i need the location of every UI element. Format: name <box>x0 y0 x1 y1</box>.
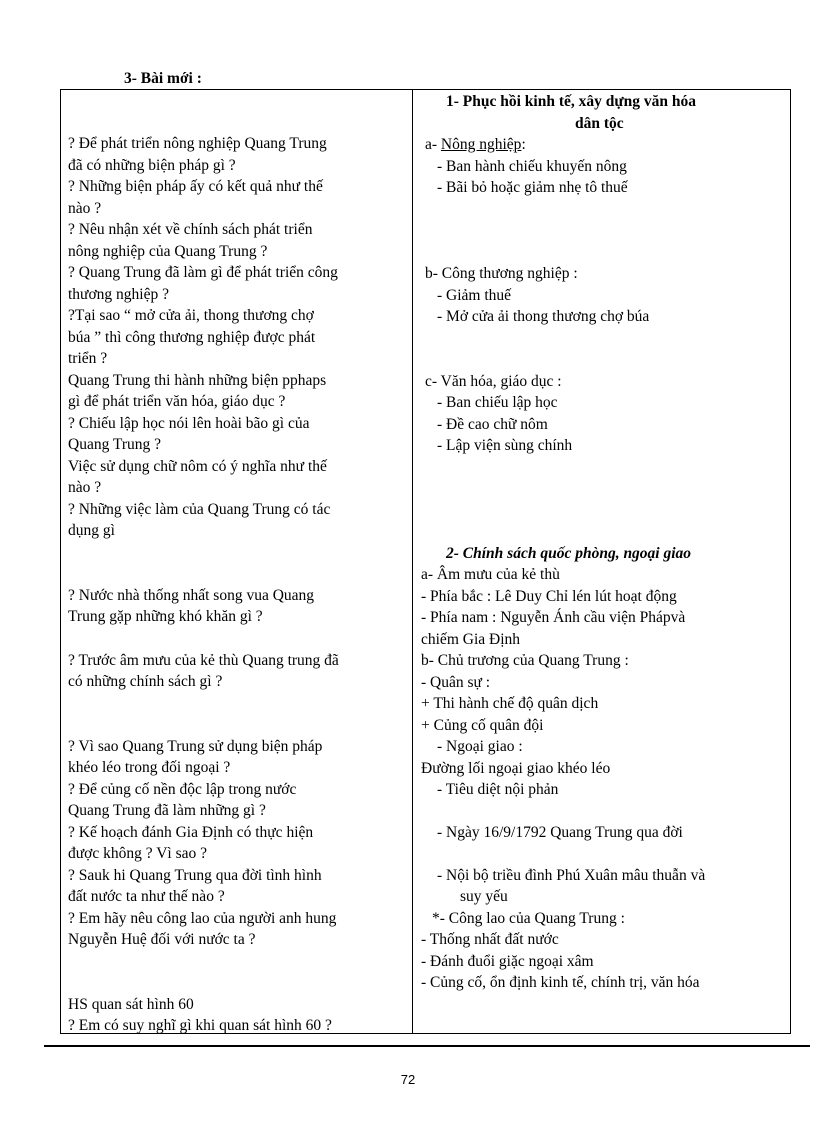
question-line: khéo léo trong đối ngoại ? <box>68 759 231 776</box>
question-line: ? Vì sao Quang Trung sử dụng biện pháp <box>68 738 323 755</box>
subheading-agriculture: a- Nông nghiệp: <box>425 136 526 153</box>
question-line: ? Em có suy nghĩ gì khi quan sát hình 60 ? <box>68 1017 332 1034</box>
question-line: ? Để phát triển nông nghiệp Quang Trung <box>68 135 327 152</box>
question-line: ? Chiếu lập học nói lên hoài bão gì của <box>68 415 310 432</box>
content-line: - Thống nhất đất nước <box>421 931 559 948</box>
content-line: - Mở cửa ải thong thương chợ búa <box>437 308 650 325</box>
question-line: có những chính sách gì ? <box>68 673 223 690</box>
subheading-culture: c- Văn hóa, giáo dục : <box>425 373 562 390</box>
question-line: ? Kế hoạch đánh Gia Định có thực hiện <box>68 824 314 841</box>
content-line: - Ngoại giao : <box>437 738 523 755</box>
content-line: Đường lối ngoại giao khéo léo <box>421 760 611 777</box>
question-line: triển ? <box>68 350 108 367</box>
question-line: ? Những việc làm của Quang Trung có tác <box>68 501 331 518</box>
question-line: Việc sử dụng chữ nôm có ý nghĩa như thế <box>68 458 327 475</box>
question-line: thương nghiệp ? <box>68 286 169 303</box>
question-line: ? Em hãy nêu công lao của người anh hung <box>68 910 337 927</box>
page-number: 72 <box>400 1072 416 1087</box>
content-line: + Củng cố quân đội <box>421 717 544 734</box>
question-line: ? Để củng cố nền độc lập trong nước <box>68 781 297 798</box>
content-line: - Lập viện sùng chính <box>437 437 573 454</box>
content-line: - Phía nam : Nguyễn Ánh cầu viện Phápvà <box>421 609 686 626</box>
content-line: - Quân sự : <box>421 674 491 691</box>
content-line: *- Công lao của Quang Trung : <box>432 910 625 927</box>
content-line: - Đánh đuổi giặc ngoại xâm <box>421 953 594 970</box>
content-line: b- Chủ trương của Quang Trung : <box>421 652 629 669</box>
content-line: + Thi hành chế độ quân dịch <box>421 695 599 712</box>
question-line: Nguyễn Huệ đối với nước ta ? <box>68 931 256 948</box>
question-line: ?Tại sao “ mở cửa ải, thong thương chợ <box>68 307 314 324</box>
question-line: nông nghiệp của Quang Trung ? <box>68 243 268 260</box>
section-heading: 3- Bài mới : <box>124 70 202 87</box>
question-line: ? Nêu nhận xét về chính sách phát triển <box>68 221 313 238</box>
question-line: ? Trước âm mưu của kẻ thù Quang trung đã <box>68 652 339 669</box>
content-line: - Ban hành chiếu khuyến nông <box>437 158 627 175</box>
question-line: nào ? <box>68 200 102 217</box>
question-line: gì để phát triển văn hóa, giáo dục ? <box>68 393 286 410</box>
question-line: đã có những biện pháp gì ? <box>68 157 236 174</box>
content-line: chiếm Gia Định <box>421 631 521 648</box>
question-line: Quang Trung ? <box>68 436 162 453</box>
content-line: - Bãi bỏ hoặc giảm nhẹ tô thuế <box>437 179 628 196</box>
question-line: ? Nước nhà thống nhất song vua Quang <box>68 587 315 604</box>
question-line: nào ? <box>68 479 102 496</box>
content-line: - Ngày 16/9/1792 Quang Trung qua đời <box>437 824 683 841</box>
content-line: - Đề cao chữ nôm <box>437 416 548 433</box>
question-line: đất nước ta như thế nào ? <box>68 888 225 905</box>
question-line: ? Những biện pháp ấy có kết quả như thế <box>68 178 323 195</box>
column-divider <box>412 89 413 1034</box>
subheading-commerce: b- Công thương nghiệp : <box>425 265 578 282</box>
content-line: - Tiêu diệt nội phản <box>437 781 559 798</box>
content-line: - Củng cố, ổn định kinh tế, chính trị, văn hóa <box>421 974 700 991</box>
question-line: ? Quang Trung đã làm gì để phát triển công <box>68 264 338 281</box>
question-line: Quang Trung thi hành những biện pphaps <box>68 372 327 389</box>
content-line: a- Âm mưu của kẻ thù <box>421 566 560 583</box>
section-2-title: 2- Chính sách quốc phòng, ngoại giao <box>446 545 692 562</box>
footer-rule <box>44 1045 810 1047</box>
question-line: Trung gặp những khó khăn gì ? <box>68 608 263 625</box>
question-line: búa ” thì công thương nghiệp được phát <box>68 329 316 346</box>
question-line: Quang Trung đã làm những gì ? <box>68 802 266 819</box>
question-line: HS quan sát hình 60 <box>68 996 194 1013</box>
content-line: - Phía bắc : Lê Duy Chỉ lén lút hoạt động <box>421 588 677 605</box>
question-line: được không ? Vì sao ? <box>68 845 207 862</box>
content-line: - Ban chiếu lập học <box>437 394 558 411</box>
content-line: - Giảm thuế <box>437 287 512 304</box>
question-line: dụng gì <box>68 522 115 539</box>
content-line: suy yếu <box>460 888 508 905</box>
question-line: ? Sauk hi Quang Trung qua đời tình hình <box>68 867 322 884</box>
content-line: - Nội bộ triều đình Phú Xuân mâu thuẫn và <box>437 867 706 884</box>
section-1-title: 1- Phục hồi kinh tế, xây dựng văn hóa <box>446 93 697 110</box>
section-1-title: dân tộc <box>575 115 624 132</box>
